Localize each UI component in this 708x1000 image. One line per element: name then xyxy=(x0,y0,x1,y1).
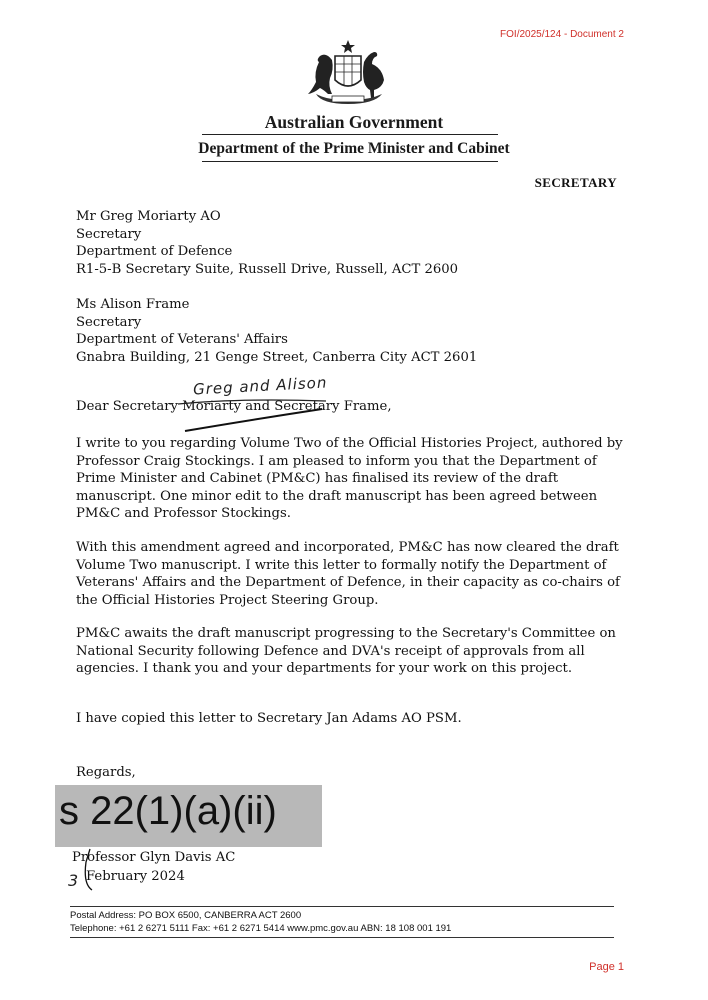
signer-name: Professor Glyn Davis AC xyxy=(72,850,236,865)
redaction-label: s 22(1)(a)(ii) xyxy=(59,789,277,833)
salutation xyxy=(76,398,392,416)
recipient-address: R1-5-B Secretary Suite, Russell Drive, Russell, ACT 2600 xyxy=(76,261,459,277)
paragraph-line: Prime Minister and Cabinet (PM&C) has finalised its review of the draft xyxy=(76,471,559,487)
struck-names: Moriarty and Secretary Frame xyxy=(182,399,388,414)
department-title: Department of the Prime Minister and Cabinet xyxy=(198,140,510,157)
recipient-address: Gnabra Building, 21 Genge Street, Canberra City ACT 2601 xyxy=(76,349,478,365)
footer-contact xyxy=(70,909,451,935)
recipient-organisation: Department of Defence xyxy=(76,244,233,260)
paragraph-line: I write to you regarding Volume Two of the Official Histories Project, authored by xyxy=(76,436,623,451)
header-divider xyxy=(202,134,498,135)
letter-paragraph xyxy=(76,539,636,609)
paragraph-line: PM&C and Professor Stockings. xyxy=(76,506,291,522)
salutation-prefix: Dear Secretary xyxy=(76,399,183,414)
recipient-address-block xyxy=(76,208,458,278)
paragraph-line: Volume Two manuscript. I write this letter to formally notify the Department of xyxy=(76,557,607,573)
letter-date: February 2024 xyxy=(86,869,185,884)
paragraph-line: Professor Craig Stockings. I am pleased to inform you that the Department of xyxy=(76,453,597,469)
paragraph-line: National Security following Defence and DVA's receipt of approvals from all xyxy=(76,643,585,659)
recipient-name: Mr Greg Moriarty AO xyxy=(76,209,221,224)
paragraph-line: I have copied this letter to Secretary Jan Adams AO PSM. xyxy=(76,711,462,726)
recipient-organisation: Department of Veterans' Affairs xyxy=(76,332,288,348)
handwritten-day: 3 xyxy=(68,871,79,890)
office-heading: SECRETARY xyxy=(534,175,617,190)
recipient-address-block xyxy=(76,296,477,366)
recipient-title: Secretary xyxy=(76,314,142,330)
recipient-title: Secretary xyxy=(76,226,142,242)
paragraph-line: Veterans' Affairs and the Department of Defence, in their capacity as co-chairs of xyxy=(76,575,620,591)
paragraph-line: the Official Histories Project Steering Group. xyxy=(76,592,379,608)
header-divider xyxy=(202,161,498,162)
footer-divider xyxy=(70,906,614,907)
coat-of-arms-logo xyxy=(302,38,394,108)
paragraph-line: manuscript. One minor edit to the draft manuscript has been agreed between xyxy=(76,488,598,504)
footer-contact-line: Telephone: +61 2 6271 5111 Fax: +61 2 6271 5414 www.pmc.gov.au ABN: 18 108 001 191 xyxy=(70,923,452,934)
letter-paragraph xyxy=(76,710,636,728)
letter-paragraph xyxy=(76,435,636,523)
paragraph-line: agencies. I thank you and your departments for your work on this project. xyxy=(76,661,573,677)
government-title: Australian Government xyxy=(264,112,444,132)
footer-postal: Postal Address: PO BOX 6500, CANBERRA ACT 2600 xyxy=(70,910,302,921)
redaction-box xyxy=(55,785,322,847)
page-number: Page 1 xyxy=(589,961,624,973)
handwritten-greeting: Greg and Alison xyxy=(192,373,328,399)
paragraph-line: With this amendment agreed and incorporated, PM&C has now cleared the draft xyxy=(76,540,619,555)
footer-divider xyxy=(70,937,614,938)
closing: Regards, xyxy=(76,765,136,780)
foi-reference: FOI/2025/124 - Document 2 xyxy=(500,29,624,40)
letter-paragraph xyxy=(76,625,636,678)
recipient-name: Ms Alison Frame xyxy=(76,297,190,312)
salutation-suffix: , xyxy=(387,399,392,414)
paragraph-line: PM&C awaits the draft manuscript progressing to the Secretary's Committee on xyxy=(76,626,616,641)
